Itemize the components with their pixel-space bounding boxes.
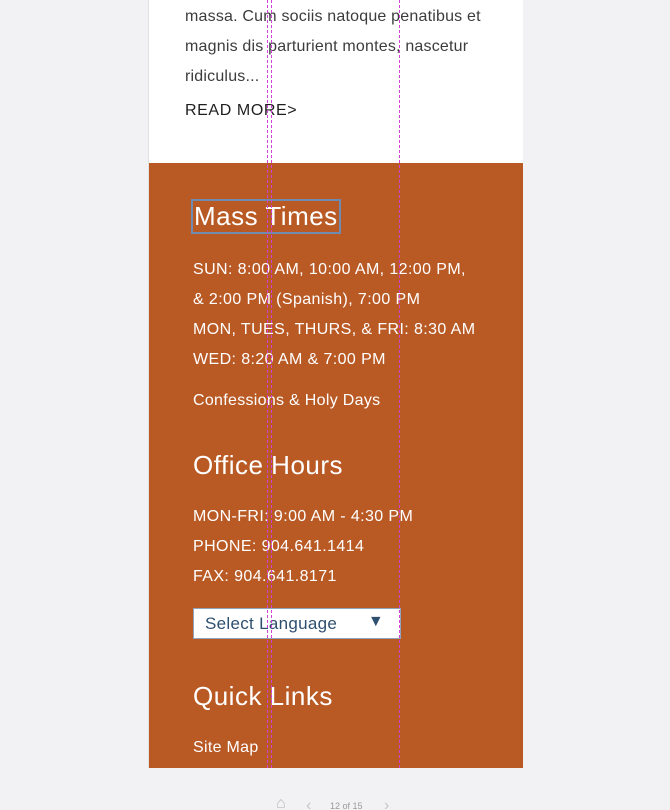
pager: [270, 795, 410, 810]
language-select-label: Select Language: [205, 614, 338, 633]
read-more-link[interactable]: READ MORE>: [185, 102, 298, 119]
home-icon[interactable]: ⌂: [276, 795, 286, 810]
mass-times-line: MON, TUES, THURS, & FRI: 8:30 AM: [193, 321, 476, 338]
office-hours-heading: Office Hours: [193, 450, 344, 480]
article-excerpt: massa. Cum sociis natoque penatibus et magnis dis parturient montes, nascetur ridiculus...: [185, 8, 481, 85]
language-select[interactable]: [193, 608, 401, 639]
office-hours-line: MON-FRI: 9:00 AM - 4:30 PM: [193, 508, 414, 525]
phone-number: PHONE: 904.641.1414: [193, 538, 365, 555]
page-count: 12 of 15: [330, 801, 363, 810]
chevron-right-icon[interactable]: ›: [384, 797, 390, 810]
mass-times-line: SUN: 8:00 AM, 10:00 AM, 12:00 PM,: [193, 261, 466, 278]
mass-times-heading: Mass Times: [194, 201, 338, 231]
chevron-down-icon: ▼: [367, 613, 384, 630]
mass-times-line: WED: 8:20 AM & 7:00 PM: [193, 351, 386, 368]
quick-links-heading: Quick Links: [193, 681, 333, 711]
site-map-link[interactable]: Site Map: [193, 739, 259, 756]
fax-number: FAX: 904.641.8171: [193, 568, 337, 585]
footer-info-panel: [149, 163, 523, 768]
confessions-holy-days-link[interactable]: Confessions & Holy Days: [193, 392, 381, 409]
chevron-left-icon[interactable]: ‹: [306, 797, 312, 810]
mass-times-line: & 2:00 PM (Spanish), 7:00 PM: [193, 291, 421, 308]
